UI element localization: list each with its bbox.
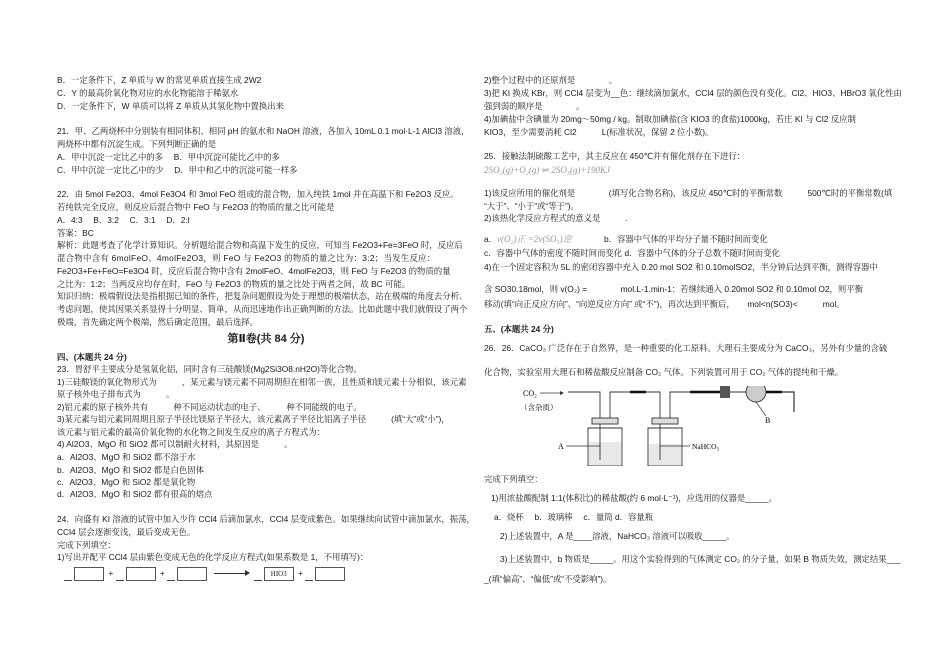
section-5-heading: 五、(本题共 24 分)	[484, 324, 554, 334]
q25-option-a	[484, 234, 572, 245]
q23-option-a: a．Al2O3、MgO 和 SiO2 都不溶于水	[57, 452, 196, 462]
q23-line: 4) Al2O3、MgO 和 SiO2 都可以制耐火材料，其原因是 。	[57, 439, 293, 449]
q22-stem: 若纯铁完全反应，则反应后混合物中 FeO 与 Fe2O3 的物质的量之比可能是	[57, 202, 335, 212]
co2-label: CO₂	[523, 389, 537, 398]
q26-part2: 2)上述装置中，A 是____溶液，NaHCO₃ 溶液可以吸收_____。	[500, 531, 735, 541]
q23-option-d: d．Al2O3、MgO 和 SiO2 都有很高的熔点	[57, 489, 213, 499]
q21-stem: 两烧杯中都有沉淀生成。下列判断正确的是	[57, 139, 217, 149]
q26-part3: _(填“偏高”、“偏低”或“不受影响”)。	[484, 574, 612, 584]
q25-part4: 4)在一个固定容积为 5L 的密闭容器中充入 0.20 mol SO2 和 0.10molSO2，半分钟后达到平衡，测得容器中	[484, 262, 878, 272]
q20-option-c: C．Y 的最高价氧化物对应的水化物能溶于稀氨水	[57, 88, 239, 98]
q22-analysis: 之比为：1:2；当两反应均存在时，FeO 与 Fe2O3 的物质的量之比处于两者之间，故 BC 可能。	[57, 279, 411, 289]
q25-part4: 含 SO30.18mol，则 v(O₂) = mol.L-1.min-1：若继续通入 0.20mol SO2 和 0.10mol O2，则平衡	[484, 284, 864, 294]
part2-title: 第Ⅱ卷(共 84 分)	[227, 333, 305, 345]
q24-part4: 4)加碘盐中含碘量为 20mg～50mg / kg。制取加碘盐(含 KIO3 的食盐)1000kg，若庄 KI 与 Cl2 反应制	[484, 114, 856, 124]
q24-part2: 2)整个过程中的还原剂是 。	[484, 75, 618, 85]
q24-line: 1)写出并配平 CCl4 层由紫色变成无色的化学反应方程式(如果系数是 1，不用填写)：	[57, 552, 369, 562]
q26-part1-options: a．烧杯 b．玻璃棒 c．量筒 d．容量瓶	[494, 512, 654, 522]
q22-analysis: 解析：此题考查了化学计算知识。分析题给混合物和高温下发生的反应，可知当 Fe2O3+Fe=3FeO 时，反应后	[57, 240, 463, 250]
section-4-heading: 四、(本题共 24 分)	[57, 352, 127, 362]
q22-knowledge: 知识归纳：极端假设法是指根据已知的条件，把复杂问题假设为处于理想的极端状态，站在极端的角度去分析、	[57, 291, 468, 301]
q21-stem: 21．甲、乙两烧杯中分别装有相同体积、相同 pH 的氨水和 NaOH 溶液，各加入 10mL 0.1 mol·L-1 AlCl3 溶液，	[57, 126, 470, 136]
q24-line: CCl4 层会逐渐变浅，最后变成无色。	[57, 527, 196, 537]
q22-options: A．4:3 B．3:2 C．3:1 D．2:l	[57, 215, 190, 225]
q22-analysis: Fe2O3+Fe+FeO=Fe3O4 时，反应后混合物中含有 2molFeO、4molFe2O3，则 FeO 与 Fe2O3 的物质的量	[57, 266, 451, 276]
q25-part1: 1)该反应所用的催化剂是 (填写化合物名称)，该反应 450℃时的平衡常数 500℃时的平衡常数(填	[484, 188, 893, 198]
q21-options: A．甲中沉淀一定比乙中的多 B．甲中沉淀可能比乙中的多	[57, 152, 280, 162]
label-b: B	[765, 416, 771, 425]
q24-part3: 强到弱的顺序是 。	[484, 101, 585, 111]
q25-part1: “大于”、“小于”或“等于”)。	[484, 201, 579, 211]
q21-options: C．甲中沉淀一定比乙中的少 D．甲中和乙中的沉淀可能一样多	[57, 165, 298, 175]
q23-line: 原子核外电子排布式为 。	[57, 389, 175, 399]
plus-sign: +	[108, 568, 114, 578]
answer-box[interactable]	[126, 567, 156, 581]
apparatus-diagram	[520, 386, 800, 466]
product-box-hio3: HIO3	[264, 567, 294, 581]
q23-line: 2)铝元素的原子核外共有 种不同运动状态的电子、 种不同能级的电子。	[57, 402, 362, 412]
q25-equation: 2SO₂(g)+O₂(g) ⇌ 2SO₃(g)+190KJ	[484, 165, 611, 175]
q22-knowledge: 极端，首先确定两个极端，然后确定范围，最后选择。	[57, 317, 258, 327]
q22-analysis: 混合物中含有 6molFeO、4molFe2O3，则 FeO 与 Fe2O3 的物质的量之比为：3:2；当发生反应：	[57, 253, 436, 263]
q23-line: 23．胃舒平主要成分是氢氧化铝，同时含有三硅酸镁(Mg2Si3O8.nH2O)等化合物。	[57, 364, 362, 374]
option-a-formula: v(O₂)正 =2v(SO₃)逆	[497, 234, 572, 244]
answer-box[interactable]	[74, 567, 104, 581]
q22-stem: 22．由 5mol Fe2O3、4mol Fe3O4 和 3mol FeO 组成的混合物，加入纯铁 1mol 并在高温下和 Fe2O3 反应。	[57, 189, 459, 199]
q26-part3: 3)上述装置中，b 物质是_____。用这个实验得到的气体测定 CO₂ 的分子量，如果 B 物质失效，测定结果___	[500, 554, 901, 564]
label-a: A	[558, 442, 564, 451]
q20-option-b: B．一定条件下，Z 单质与 W 的常见单质直接生成 2W2	[57, 75, 262, 85]
impurity-label: （含杂质）	[520, 403, 558, 412]
q20-option-d: D．一定条件下，W 单质可以将 Z 单质从其氢化物中置换出来	[57, 101, 285, 111]
q24-equation-blanks	[64, 566, 347, 581]
q26-stem: 化合物，实验室用大理石和稀盐酸反应制备 CO₂ 气体。下列装置可用于 CO₂ 气体的提纯和干燥。	[484, 367, 844, 377]
plus-sign: +	[298, 568, 304, 578]
wash-bottle-nahco3	[646, 392, 690, 466]
q25-option-cd: c．容器中气体的密度不随时间而变化 d．容器中气体的分子总数不随时间而变化	[484, 248, 780, 258]
plus-sign: +	[159, 568, 165, 578]
q25-part2: 2)该热化学反应方程式的意义是 .	[484, 213, 628, 223]
label-nahco3: NaHCO₃	[692, 442, 720, 451]
q23-line: 该元素与铝元素的最高价氧化物的水化物之间发生反应的离子方程式为：	[57, 427, 325, 437]
q25-option-b: b．容器中气体的平均分子量不随时间而变化	[604, 234, 768, 244]
q23-line: 1)三硅酸镁的氧化物形式为 ，某元素与镁元素不同周期但在相邻一族，且性质和镁元素十分相似，该元素	[57, 377, 467, 387]
q22-knowledge: 考虑问题，使其因果关系显得十分明显、简单，从而迅速地作出正确判断的方法。比如此题中我们就假设了两个	[57, 304, 468, 314]
q26-part1: 1)用浓盐酸配制 1:1(体积比)的稀盐酸(约 6 mol·L⁻¹)，应选用的仪器是_____。	[491, 493, 777, 503]
q25-part4: 移动(填“向正反应方向”、“向逆反应方向” 或“不”)，再次达到平衡后， mol<n(SO3)< mol。	[484, 299, 845, 309]
reaction-arrow-icon	[214, 573, 248, 574]
q26-fill-heading: 完成下列填空：	[484, 474, 543, 484]
q25-intro: 25．接触法制硫酸工艺中，其主反应在 450℃并有催化剂存在下进行：	[484, 151, 746, 161]
drying-tube-b	[720, 386, 794, 416]
q23-option-b: b．Al2O3、MgO 和 SiO2 都是白色固体	[57, 465, 205, 475]
q24-part4: KIO3，至少需要消耗 Cl2 L(标准状况，保留 2 位小数)。	[484, 127, 714, 137]
q22-answer: 答案：BC	[57, 228, 94, 238]
answer-box[interactable]	[177, 567, 207, 581]
q23-option-c: c．Al2O3、MgO 和 SiO2 都是氧化物	[57, 477, 196, 487]
q24-line: 24．向盛有 KI 溶液的试管中加入少许 CCl4 后滴加氯水，CCl4 层变成紫色。如果继续向试管中滴加氯水，振荡，	[57, 514, 475, 524]
q24-part3: 3)把 KI 换成 KBr，则 CCl4 层变为__色：继续滴加氯水，CCl4 层的颜色没有变化。Cl2、HIO3、HBrO3 氧化性由	[484, 88, 902, 98]
q24-line: 完成下列填空：	[57, 540, 116, 550]
answer-box[interactable]	[315, 567, 345, 581]
q26-stem: 26．26．CaCO₃ 广泛存在于自然界，是一种重要的化工原料。大理石主要成分为 CaCO₃，另外有少量的含硫	[484, 343, 888, 353]
option-label: a．	[484, 234, 498, 244]
wash-bottle-a	[568, 392, 630, 466]
q23-line: 3)某元素与铝元素同周期且原子半径比镁原子半径大，该元素离子半径比铝离子半径 (填“大”或“小”)，	[57, 414, 450, 424]
